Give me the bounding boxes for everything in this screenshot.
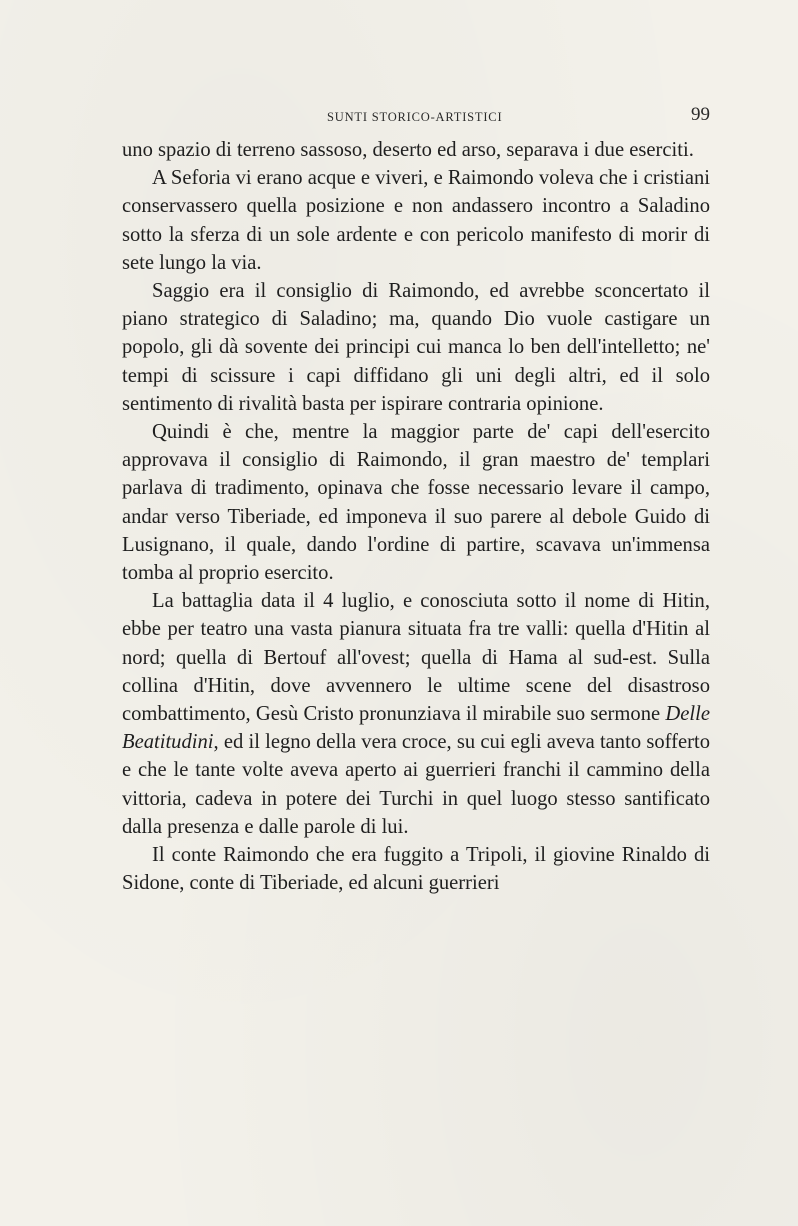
page-number: 99 xyxy=(691,104,710,125)
paragraph: Il conte Raimondo che era fuggito a Tripoli, il giovine Rinaldo di Sidone, conte di Tiberiade, ed alcuni guerrieri xyxy=(122,844,710,895)
running-title: SUNTI STORICO-ARTISTICI xyxy=(327,110,503,124)
paragraph: Quindi è che, mentre la maggior parte de' capi dell'esercito approvava il consiglio di Raimondo, il gran maestro de' templari parlava di tradimento, opinava che fosse necessario levare il campo, andar verso Tiberiade, ed imponeva il suo parere al debole Guido di Lusignano, il quale, dando l'ordine di partire, scavava un'immensa tomba al proprio esercito. xyxy=(122,421,710,585)
paragraph-text: La battaglia data il 4 luglio, e conosciuta sotto il nome di Hitin, ebbe per teatro una vasta pianura situata fra tre valli: quella d'Hitin al nord; quella di Bertouf all'ovest; quella di Hama al sud-est. Sulla collina d'Hitin, dove avvennero le ultime scene del disastroso combattimento, Gesù Cristo pronunziava il mirabile suo sermone xyxy=(122,590,710,726)
paragraph: uno spazio di terreno sassoso, deserto ed arso, separava i due eserciti. xyxy=(122,139,694,161)
body-text xyxy=(122,136,710,897)
paragraph: Saggio era il consiglio di Raimondo, ed avrebbe sconcertato il piano strategico di Saladino; ma, quando Dio vuole castigare un popolo, gli dà sovente dei principi cui manca lo ben dell'intelletto; ne' tempi di scissure i capi diffidano gli uni degli altri, ed il solo sentimento di rivalità basta per ispirare contraria opinione. xyxy=(122,280,710,415)
italic-title: Delle Beatitudini xyxy=(122,703,710,754)
page-header xyxy=(122,104,710,128)
paragraph xyxy=(122,587,710,841)
paragraph: A Seforia vi erano acque e viveri, e Raimondo voleva che i cristiani conservassero quella posizione e non andassero incontro a Saladino sotto la sferza di un sole ardente e con pericolo manifesto di morir di sete lungo la via. xyxy=(122,167,710,274)
paragraph-text: , ed il legno della vera croce, su cui egli aveva tanto sofferto e che le tante volte aveva aperto ai guerrieri franchi il cammino della vittoria, cadeva in potere dei Turchi in quel luogo stesso santificato dalla presenza e dalle parole di lui. xyxy=(122,731,710,838)
